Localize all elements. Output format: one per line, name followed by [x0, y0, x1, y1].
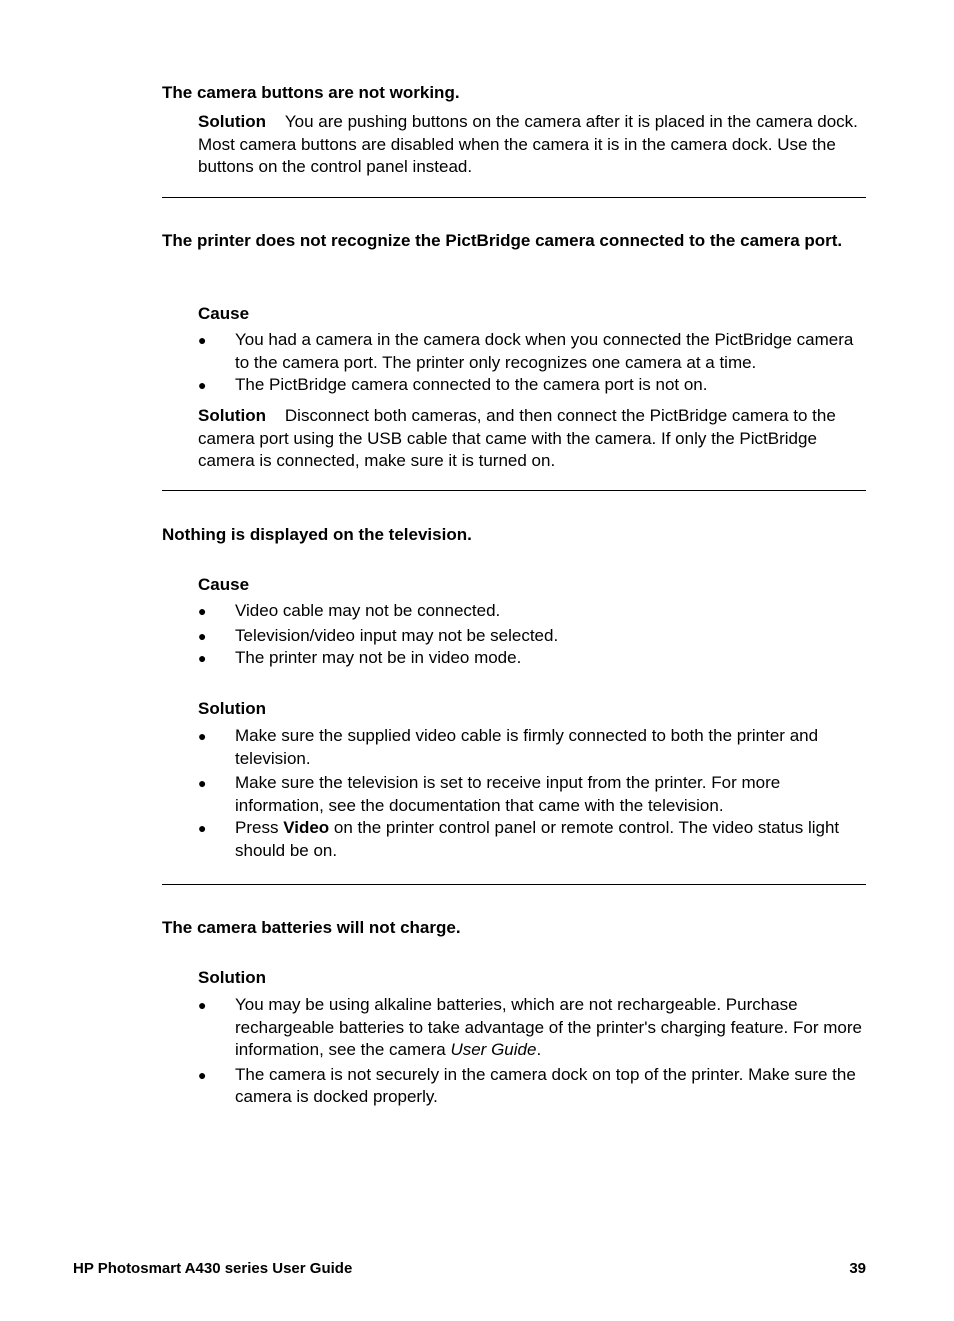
list-item: ● Press Video on the printer control panel or remote control. The video status light should be on. — [198, 818, 840, 860]
bullet-icon: ● — [198, 820, 207, 836]
bullet-icon: ● — [198, 728, 207, 744]
list-item: ● Make sure the supplied video cable is firmly connected to both the printer and television. — [198, 726, 819, 768]
section-divider — [162, 490, 866, 491]
bullet-icon: ● — [198, 997, 207, 1013]
solution-list — [198, 994, 868, 1109]
section-heading-pictbridge: The printer does not recognize the PictBridge camera connected to the camera port. — [162, 231, 843, 250]
solution-label: Solution — [198, 699, 266, 718]
list-item: ● The camera is not securely in the camera dock on top of the printer. Make sure the camera is docked properly. — [198, 1064, 856, 1106]
bullet-icon: ● — [198, 603, 207, 619]
bullet-icon: ● — [198, 377, 207, 393]
section-divider — [162, 884, 866, 885]
solution-text: You are pushing buttons on the camera after it is placed in the camera dock. Most camera buttons are disabled when the camera it is in the camera dock. Use the buttons on the control panel instead. — [198, 112, 858, 176]
page-number: 39 — [849, 1260, 866, 1277]
cause-list — [198, 329, 868, 397]
bullet-icon: ● — [198, 332, 207, 348]
solution-text: Disconnect both cameras, and then connect the PictBridge camera to the camera port using the USB cable that came with the camera. If only the PictBridge camera is connected, make sure it is turned on. — [198, 406, 836, 470]
list-item: ● The PictBridge camera connected to the camera port is not on. — [198, 374, 868, 397]
solution-label: Solution — [198, 112, 266, 131]
solution-paragraph — [198, 111, 868, 179]
solution-label: Solution — [198, 968, 266, 987]
cause-label: Cause — [198, 304, 250, 323]
list-item: ● Video cable may not be connected. — [198, 600, 868, 623]
list-item: ● Make sure the television is set to receive input from the printer. For more information, see the documentation that came with the television. — [198, 773, 781, 815]
list-item: ● You may be using alkaline batteries, which are not rechargeable. Purchase rechargeable batteries to take advantage of the printer's charging feature. For more information, see the camera User Guide. — [198, 995, 862, 1059]
user-guide-title: User Guide — [450, 1040, 537, 1059]
solution-list — [198, 725, 868, 862]
cause-label: Cause — [198, 575, 250, 594]
bullet-icon: ● — [198, 627, 207, 644]
list-item: ● Television/video input may not be selected. — [198, 625, 868, 648]
video-button-name: Video — [283, 818, 330, 837]
section-heading-television: Nothing is displayed on the television. — [162, 525, 472, 544]
section-heading-camera-buttons: The camera buttons are not working. — [162, 83, 460, 102]
cause-list — [198, 600, 868, 670]
solution-paragraph — [198, 405, 868, 473]
bullet-icon: ● — [198, 775, 207, 791]
section-heading-batteries: The camera batteries will not charge. — [162, 918, 461, 937]
section-divider — [162, 197, 866, 198]
list-item: ● You had a camera in the camera dock when you connected the PictBridge camera to the camera port. The printer only recognizes one camera at a time. — [198, 330, 854, 372]
bullet-icon: ● — [198, 650, 207, 666]
list-item: ● The printer may not be in video mode. — [198, 647, 868, 670]
footer-title: HP Photosmart A430 series User Guide — [73, 1260, 353, 1277]
solution-label: Solution — [198, 406, 266, 425]
bullet-icon: ● — [198, 1066, 207, 1083]
